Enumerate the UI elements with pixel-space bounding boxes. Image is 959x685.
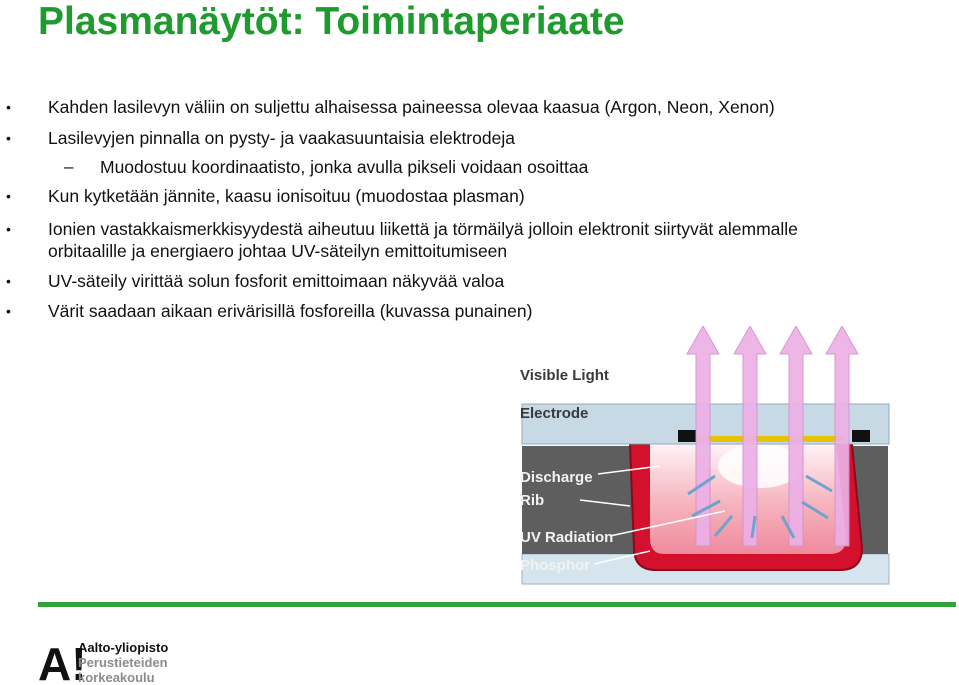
- label-uv-radiation: UV Radiation: [520, 529, 614, 546]
- bullet-text-continuation: orbitaalille ja energiaero johtaa UV-säteilyn emittoitumiseen: [48, 241, 508, 261]
- bullet-marker: •: [6, 188, 11, 204]
- bullet-text: Ionien vastakkaismerkkisyydestä aiheutuu liikettä ja törmäilyä jolloin elektronit siirtyvät alemmalle: [48, 219, 798, 239]
- bullet-text: Kahden lasilevyn väliin on suljettu alhaisessa paineessa olevaa kaasua (Argon, Neon, Xenon): [48, 97, 775, 117]
- logo-line-1: Aalto-yliopisto: [78, 640, 169, 655]
- bullet-marker: •: [6, 221, 11, 237]
- logo-text: [78, 640, 168, 685]
- bullet-marker: •: [6, 273, 11, 289]
- bullet-marker: •: [6, 303, 11, 319]
- bus-electrode-left: [678, 430, 696, 442]
- bullet-text: Lasilevyjen pinnalla on pysty- ja vaakasuuntaisia elektrodeja: [48, 128, 515, 148]
- bullet-text: Värit saadaan aikaan erivärisillä fosforeilla (kuvassa punainen): [48, 301, 533, 321]
- page-title: Plasmanäytöt: Toimintaperiaate: [38, 0, 625, 43]
- label-phosphor: Phosphor: [520, 557, 590, 574]
- logo-line-3: korkeakoulu: [78, 670, 155, 685]
- logo-mark: A!: [38, 640, 87, 684]
- label-electrode: Electrode: [520, 405, 589, 422]
- plasma-cell-diagram: [510, 326, 895, 588]
- bullet-text: UV-säteily virittää solun fosforit emittoimaan näkyvää valoa: [48, 271, 505, 291]
- sub-bullet-marker: –: [64, 157, 74, 176]
- logo-line-2: Perustieteiden: [78, 655, 168, 670]
- label-visible-light: Visible Light: [520, 367, 609, 384]
- bullet-marker: •: [6, 130, 11, 146]
- label-rib: Rib: [520, 492, 545, 509]
- label-discharge: Discharge: [520, 469, 593, 486]
- footer-divider: [38, 602, 956, 607]
- bus-electrode-right: [852, 430, 870, 442]
- bullet-marker: •: [6, 99, 11, 115]
- sub-bullet-text: Muodostuu koordinaatisto, jonka avulla pikseli voidaan osoittaa: [100, 157, 589, 177]
- bullet-text: Kun kytketään jännite, kaasu ionisoituu (muodostaa plasman): [48, 186, 525, 206]
